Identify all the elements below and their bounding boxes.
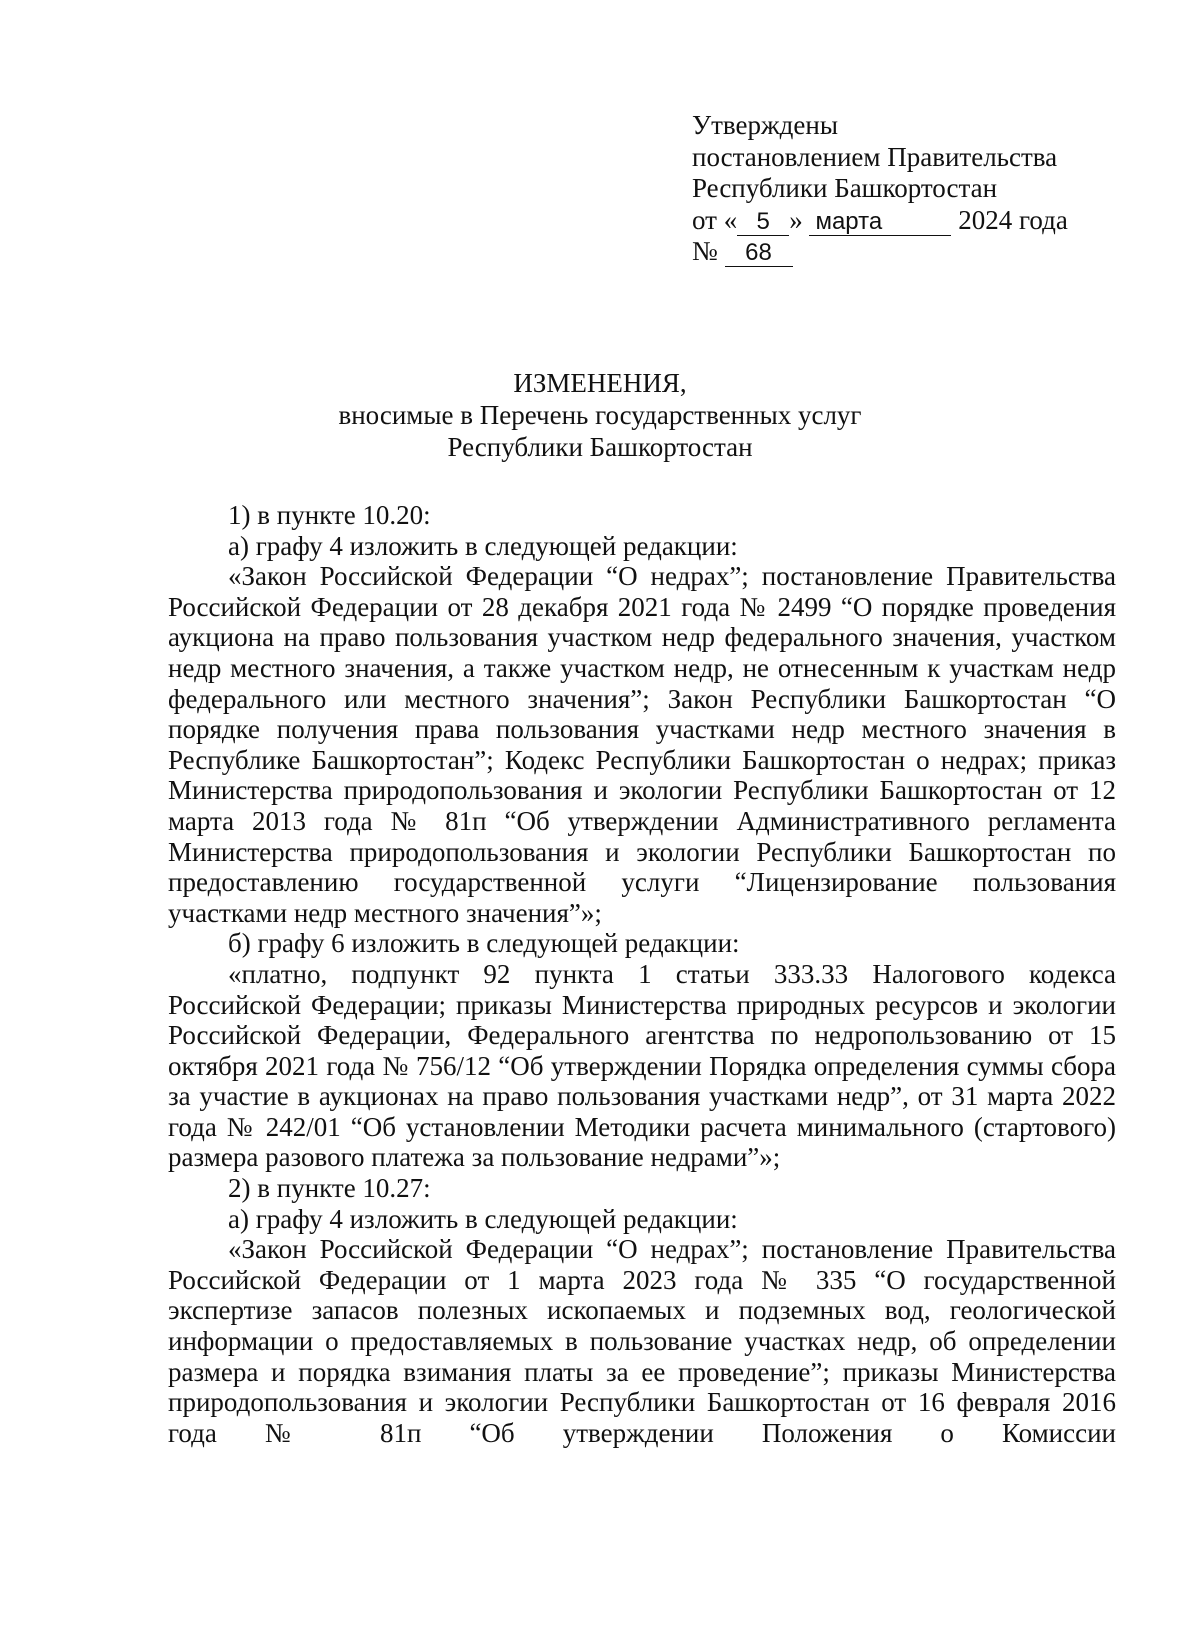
approval-date-line	[692, 205, 1122, 237]
title-heading: ИЗМЕНЕНИЯ,	[513, 368, 687, 398]
approval-block	[692, 110, 1122, 268]
paragraph-subitem-b: б) графу 6 изложить в следующей редакции:	[228, 928, 740, 959]
date-prefix: от «	[692, 204, 738, 235]
paragraph-item-2: 2) в пункте 10.27:	[228, 1173, 431, 1204]
paragraph-item-1: 1) в пункте 10.20:	[228, 500, 431, 530]
date-month-field: марта	[809, 209, 951, 236]
number-field: 68	[725, 240, 793, 267]
approval-line-republic: Республики Башкортостан	[692, 173, 998, 203]
approval-number-line	[692, 236, 1122, 268]
number-prefix: №	[692, 236, 718, 266]
date-day-field: 5	[737, 209, 789, 236]
document-title	[0, 367, 1200, 463]
paragraph-subitem-a-2: а) графу 4 изложить в следующей редакции:	[228, 1203, 738, 1234]
date-mid: »	[789, 204, 803, 235]
title-subline-2: Республики Башкортостан	[447, 432, 753, 462]
paragraph-column4-text-2: «Закон Российской Федерации “О недрах”; постановление Правительства Российской Федерации от 1 марта 2023 года № 335 “О государственной экспертизе запасов полезных ископаемых и подземных вод, геологической информации о предоставляемых в пользование участках недр, об определении размера и порядка взимания платы за ее проведение”; приказы Министерства природопользования и экологии Республики Башкортостан от 16 февраля 2016 года № 81п “Об утверждении Положения о Комиссии	[168, 1234, 1116, 1448]
document-body	[168, 500, 1116, 1448]
approval-line-resolution: постановлением Правительства	[692, 141, 1058, 172]
title-subline-1: вносимые в Перечень государственных услуг	[338, 400, 862, 430]
approval-line-approved: Утверждены	[692, 110, 838, 140]
paragraph-subitem-a: а) графу 4 изложить в следующей редакции:	[228, 530, 738, 561]
paragraph-column4-text: «Закон Российской Федерации “О недрах”; постановление Правительства Российской Федерации от 28 декабря 2021 года № 2499 “О порядке проведения аукциона на право пользования участком недр федерального значения, участком недр местного значения, а также участком недр, не отнесенным к участкам недр федерального или местного значения”; Закон Республики Башкортостан “О порядке получения права пользования участками недр местного значения в Республике Башкортостан”; Кодекс Республики Башкортостан о недрах; приказ Министерства природопользования и экологии Республики Башкортостан от 12 марта 2013 года № 81п “Об утверждении Административного регламента Министерства природопользования и экологии Республики Башкортостан по предоставлению государственной услуги “Лицензирование пользования участками недр местного значения”»;	[168, 561, 1116, 928]
paragraph-column6-text: «платно, подпункт 92 пункта 1 статьи 333.33 Налогового кодекса Российской Федерации; приказы Министерства природных ресурсов и экологии Российской Федерации, Федерального агентства по недропользованию от 15 октября 2021 года № 756/12 “Об утверждении Порядка определения суммы сбора за участие в аукционах на право пользования участками недр”, от 31 марта 2022 года № 242/01 “Об установлении Методики расчета минимального (стартового) размера разового платежа за пользование недрами”»;	[168, 958, 1116, 1173]
date-year: 2024 года	[951, 204, 1068, 235]
